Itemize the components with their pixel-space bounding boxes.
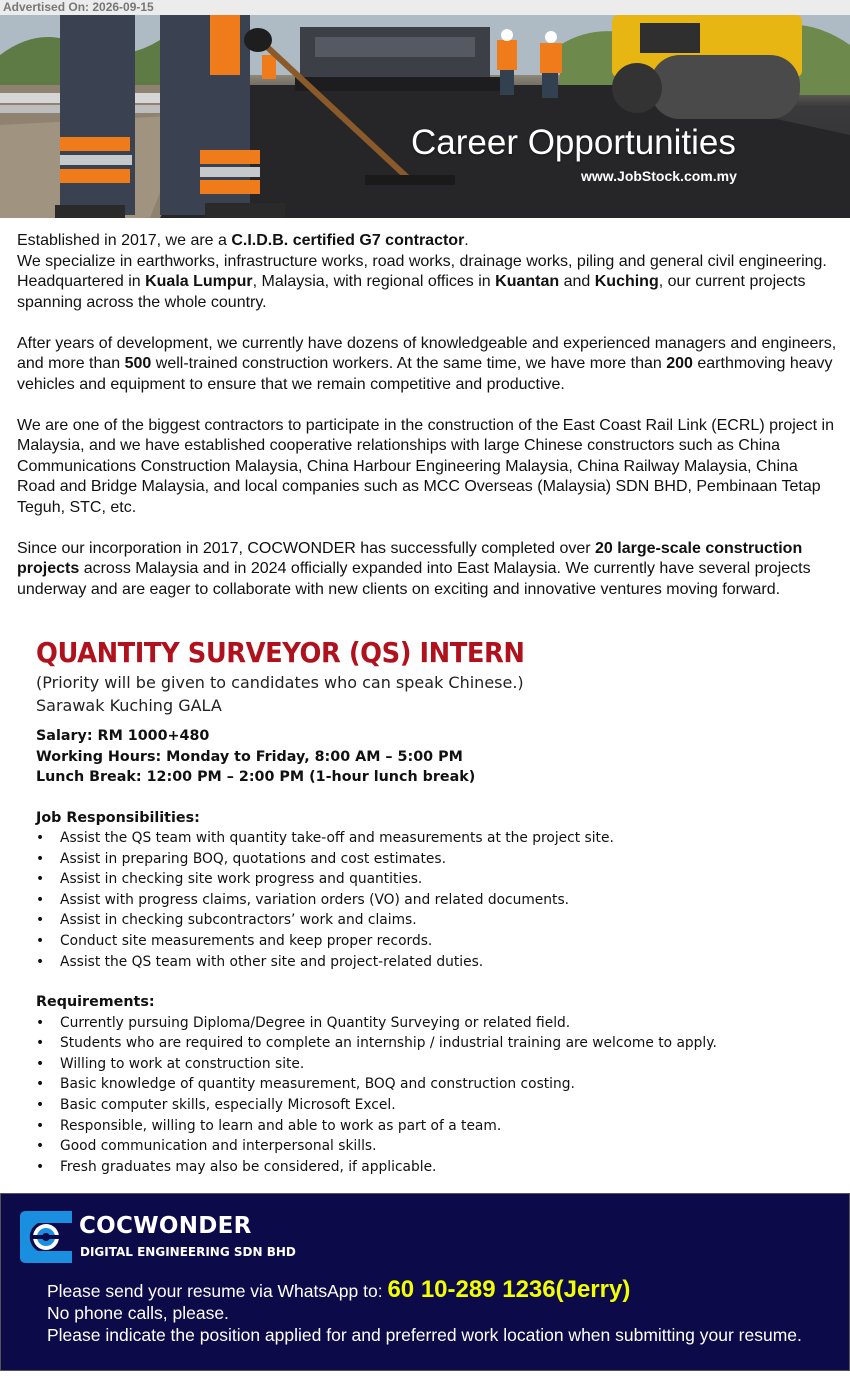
list-item-text: Willing to work at construction site. (60, 1055, 305, 1072)
intro-text: After years of development, we currently have dozens of knowledgeable and experienced managers and engineers, and more than (17, 334, 837, 372)
bullet-icon: • (36, 891, 45, 908)
intro-kuching: Kuching (594, 273, 659, 290)
list-item (36, 1136, 836, 1157)
intro-text: well-trained construction workers. At the same time, we have more than (151, 355, 667, 372)
bullet-icon: • (36, 1097, 45, 1114)
list-item-text: Assist in checking subcontractors’ work and claims. (60, 912, 417, 929)
list-item (36, 910, 836, 931)
bullet-icon: • (36, 912, 45, 929)
list-item-text: Conduct site measurements and keep proper records. (60, 932, 433, 949)
list-item-text: Responsible, willing to learn and able to work as part of a team. (60, 1117, 502, 1134)
intro-text: Established in 2017, we are a (17, 232, 232, 249)
requirements-list (36, 1013, 836, 1178)
list-item (36, 869, 836, 890)
job-lunch-break: Lunch Break: 12:00 PM – 2:00 PM (1-hour lunch break) (36, 769, 476, 785)
company-introduction (17, 231, 837, 621)
advertised-date-bar (0, 0, 850, 15)
intro-text: earthmoving heavy vehicles and equipment to ensure that we remain competitive and productive. (17, 355, 833, 393)
intro-kuala-lumpur: Kuala Lumpur (145, 273, 253, 290)
contact-instructions (47, 1276, 802, 1346)
list-item (36, 1116, 836, 1137)
list-item-text: Students who are required to complete an internship / industrial training are welcome to apply. (60, 1035, 717, 1052)
contact-no-calls: No phone calls, please. (47, 1303, 229, 1323)
list-item (36, 849, 836, 870)
banner-website: www.JobStock.com.my (581, 168, 737, 184)
list-item (36, 952, 836, 973)
intro-text: across Malaysia and in 2024 officially expanded into East Malaysia. We currently have several projects underway and are eager to collaborate with new clients on exciting and innovative ventures moving forward. (17, 560, 811, 598)
bullet-icon: • (36, 932, 45, 949)
job-location: Sarawak Kuching GALA (36, 696, 222, 715)
intro-cidb: C.I.D.B. certified G7 contractor (231, 232, 465, 249)
contact-line-whatsapp (47, 1276, 802, 1303)
construction-scene-illustration (0, 15, 850, 218)
bullet-icon: • (36, 1138, 45, 1155)
list-item (36, 1157, 836, 1178)
job-salary: Salary: RM 1000+480 (36, 728, 210, 744)
intro-text: . (464, 232, 469, 249)
intro-paragraph-1 (17, 231, 837, 313)
list-item (36, 1095, 836, 1116)
intro-text: , our current projects spanning across the whole country. (17, 273, 806, 311)
list-item (36, 1033, 836, 1054)
job-terms (36, 726, 836, 788)
requirements-heading: Requirements: (36, 994, 155, 1011)
cocwonder-logo-icon (18, 1209, 74, 1265)
intro-paragraph-4 (17, 539, 837, 601)
job-priority-note: (Priority will be given to candidates who can speak Chinese.) (36, 673, 524, 692)
contact-send-text: Please send your resume via WhatsApp to: (47, 1281, 388, 1301)
bullet-icon: • (36, 830, 45, 846)
contact-indicate-position: Please indicate the position applied for and preferred work location when submitting your resume. (47, 1325, 802, 1345)
list-item (36, 828, 836, 849)
intro-text: , Malaysia, with regional offices in (252, 273, 496, 290)
bullet-icon: • (36, 1158, 45, 1175)
intro-500: 500 (124, 355, 152, 372)
job-title: QUANTITY SURVEYOR (QS) INTERN (36, 636, 525, 669)
company-brand: COCWONDER (79, 1213, 252, 1239)
list-item (36, 890, 836, 911)
intro-paragraph-2 (17, 334, 837, 396)
list-item-text: Basic computer skills, especially Microsoft Excel. (60, 1097, 396, 1114)
list-item (36, 1054, 836, 1075)
list-item (36, 1074, 836, 1095)
list-item-text: Good communication and interpersonal skills. (60, 1138, 377, 1155)
company-subtitle: DIGITAL ENGINEERING SDN BHD (80, 1245, 296, 1259)
contact-footer (0, 1193, 850, 1371)
bullet-icon: • (36, 871, 45, 888)
whatsapp-phone-number[interactable]: 60 10-289 1236(Jerry) (387, 1276, 631, 1303)
bullet-icon: • (36, 953, 45, 970)
list-item (36, 1013, 836, 1034)
intro-text: Since our incorporation in 2017, COCWONDER has successfully completed over (17, 539, 596, 557)
bullet-icon: • (36, 850, 45, 867)
intro-text: We specialize in earthworks, infrastructure works, road works, drainage works, piling and general civil engineering. Headquartered in (17, 252, 827, 290)
responsibilities-heading: Job Responsibilities: (36, 809, 200, 826)
bullet-icon: • (36, 1035, 45, 1052)
intro-kuantan: Kuantan (495, 273, 560, 290)
bullet-icon: • (36, 1076, 45, 1093)
list-item-text: Fresh graduates may also be considered, if applicable. (60, 1158, 437, 1175)
job-posting (36, 635, 836, 1177)
job-working-hours: Working Hours: Monday to Friday, 8:00 AM – 5:00 PM (36, 748, 463, 765)
responsibilities-list (36, 828, 836, 972)
list-item-text: Assist with progress claims, variation orders (VO) and related documents. (60, 891, 570, 908)
list-item-text: Assist the QS team with quantity take-off and measurements at the project site. (60, 830, 614, 846)
list-item-text: Assist in preparing BOQ, quotations and cost estimates. (60, 850, 446, 867)
bullet-icon: • (36, 1117, 45, 1134)
intro-200: 200 (666, 355, 693, 372)
bullet-icon: • (36, 1055, 45, 1072)
list-item-text: Assist in checking site work progress and quantities. (60, 871, 423, 888)
advertised-date: Advertised On: 2026-09-15 (3, 0, 154, 14)
banner-title: Career Opportunities (411, 123, 736, 162)
intro-projects: 20 large-scale construction projects (17, 539, 803, 577)
hero-banner (0, 15, 850, 218)
list-item-text: Currently pursuing Diploma/Degree in Quantity Surveying or related field. (60, 1014, 571, 1031)
list-item-text: Basic knowledge of quantity measurement, BOQ and construction costing. (60, 1076, 575, 1093)
intro-paragraph-3: We are one of the biggest contractors to participate in the construction of the East Coast Rail Link (ECRL) project in Malaysia, and we have established cooperative relationships with large Chinese constructors such as China Communications Construction Malaysia, China Harbour Engineering Malaysia, China Railway Malaysia, China Road and Bridge Malaysia, and local companies such as MCC Overseas (Malaysia) SDN BHD, Pembinaan Tetap Teguh, STC, etc. (17, 416, 835, 516)
bullet-icon: • (36, 1014, 45, 1031)
list-item (36, 931, 836, 952)
intro-text: and (559, 273, 595, 290)
list-item-text: Assist the QS team with other site and project-related duties. (60, 953, 484, 970)
